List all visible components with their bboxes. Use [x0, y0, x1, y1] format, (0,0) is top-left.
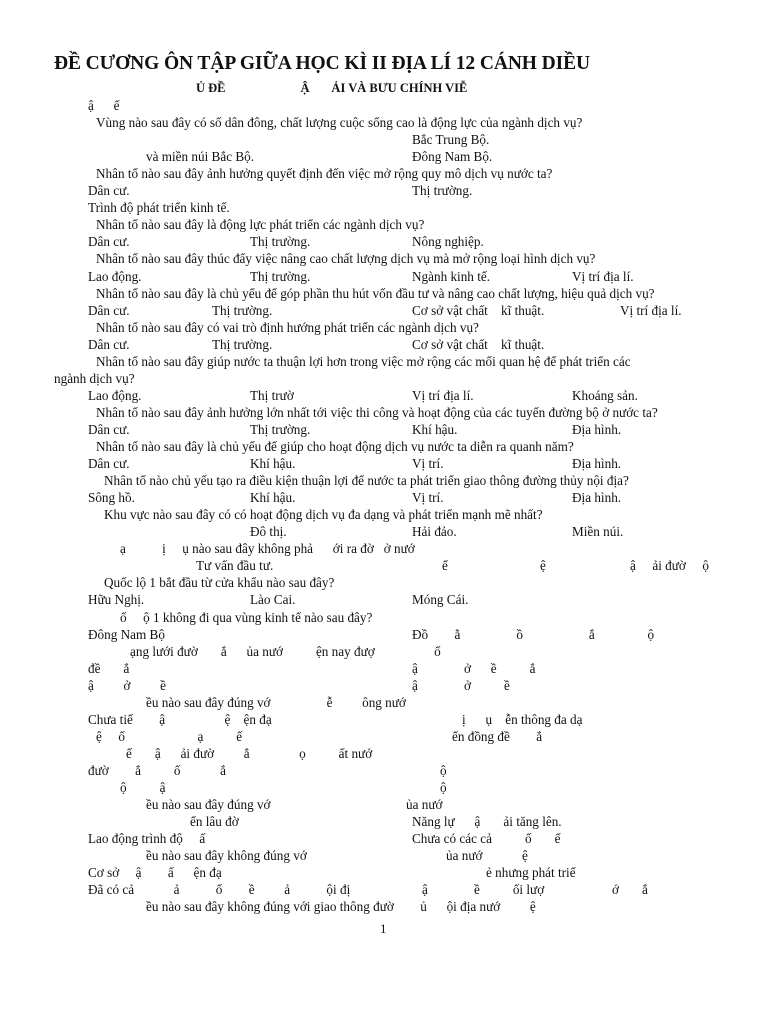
text-line	[0, 319, 768, 336]
text-segment: Dân cư.	[88, 183, 130, 199]
text-segment: ộ	[440, 762, 447, 778]
text-segment: Miền núi.	[572, 524, 624, 540]
text-line	[0, 285, 768, 302]
text-segment: ngành dịch vụ?	[54, 370, 135, 386]
text-segment: Thị trườ	[250, 387, 294, 403]
text-segment: Lao động.	[88, 268, 142, 284]
text-segment: Quốc lộ 1 bắt đầu từ cửa khẩu nào sau đây?	[104, 575, 335, 591]
text-segment: Thị trường.	[250, 421, 311, 437]
text-segment: ậ ế	[88, 98, 120, 113]
text-segment: ậ ề ối lượ	[422, 882, 545, 898]
text-segment: Vị trí địa lí.	[572, 268, 634, 284]
text-line	[0, 472, 768, 489]
text-segment: Lao động.	[88, 387, 142, 403]
text-segment: Nhân tố nào sau đây giúp nước ta thuận lợi hơn trong việc mở rộng các mối quan hệ để phát triển các	[96, 353, 631, 369]
text-line	[0, 711, 768, 728]
text-line	[0, 489, 768, 506]
text-line	[0, 881, 768, 898]
text-segment: ể	[442, 558, 448, 574]
text-segment: Khí hậu.	[412, 421, 458, 437]
text-line	[0, 557, 768, 574]
text-line	[0, 694, 768, 711]
text-segment: ế ậ ải đườ ắ ọ ất nướ	[126, 745, 373, 761]
text-line	[0, 830, 768, 847]
text-line	[0, 233, 768, 250]
text-segment: Tư vấn đầu tư.	[196, 558, 274, 574]
text-segment: ộ ậ	[120, 780, 166, 795]
text-segment: Lao động trình độ ấ	[88, 831, 206, 847]
text-segment: Cơ sở vật chất kĩ thuật.	[412, 336, 545, 352]
text-segment: Khí hậu.	[250, 456, 296, 472]
text-segment: Hữu Nghị.	[88, 592, 145, 608]
text-segment: Vị trí địa lí.	[620, 302, 682, 318]
text-segment: ạ ị ụ nào sau đây không phả ới ra đờ ở nướ	[120, 541, 415, 557]
text-segment: Thị trường.	[250, 234, 311, 250]
text-segment: ều nào sau đây không đúng với giao thông đườ ủ ội địa nướ ệ	[146, 899, 536, 915]
text-segment: ậ ở ề	[88, 677, 167, 693]
text-segment: ậ ở ề	[412, 677, 510, 693]
text-segment: Năng lự ậ ải tăng lên.	[412, 814, 562, 830]
text-segment: ẻ nhưng phát triể	[486, 865, 576, 881]
text-segment: Nhân tố nào sau đây ảnh hưởng lớn nhất tới việc thi công và hoạt động của các tuyến đường bộ ở nước ta?	[96, 404, 658, 420]
text-segment: Đồ ằ ồ ắ ộ	[412, 626, 655, 642]
text-line	[0, 250, 768, 267]
text-segment: Nông nghiệp.	[412, 234, 484, 250]
text-segment: Vị trí.	[412, 490, 444, 506]
text-segment: Địa hình.	[572, 456, 622, 472]
text-segment: Ngành kinh tế.	[412, 268, 491, 284]
text-line	[0, 455, 768, 472]
text-line	[0, 268, 768, 285]
text-segment: và miền núi Bắc Bộ.	[146, 149, 255, 165]
text-line	[0, 148, 768, 165]
text-line	[0, 523, 768, 540]
text-segment: Nhân tố nào chủ yếu tạo ra điều kiện thuận lợi để nước ta phát triển giao thông đường thủy nội địa?	[104, 473, 629, 489]
text-line	[0, 421, 768, 438]
text-segment: Khí hậu.	[250, 490, 296, 506]
text-line	[0, 591, 768, 608]
text-line	[0, 574, 768, 591]
text-line	[0, 677, 768, 694]
text-segment: ị ụ ễn thông đa dạ	[462, 711, 583, 727]
text-segment: Nhân tố nào sau đây có vai trò định hướng phát triển các ngành dịch vụ?	[96, 319, 479, 335]
text-segment: Thị trường.	[212, 302, 273, 318]
text-segment: ớ ắ	[612, 882, 648, 898]
text-segment: Dân cư.	[88, 456, 130, 472]
text-segment: Thị trường.	[212, 336, 273, 352]
text-line	[0, 302, 768, 319]
text-segment: ệ ố ạ ế	[96, 728, 243, 744]
text-line	[0, 216, 768, 233]
text-segment: ều nào sau đây đúng vớ ễ ông nướ	[146, 694, 406, 710]
text-line	[0, 114, 768, 131]
text-segment: ạng lưới đườ ắ ủa nướ ện nay đượ ố	[130, 643, 441, 659]
text-line	[0, 864, 768, 881]
text-segment: Dân cư.	[88, 302, 130, 318]
text-segment: Thị trường.	[250, 268, 311, 284]
text-segment: ủa nướ	[406, 797, 443, 813]
text-segment: Đông Nam Bộ	[88, 626, 165, 642]
text-segment: Khu vực nào sau đây có có hoạt động dịch vụ đa dạng và phát triển mạnh mẽ nhất?	[104, 507, 543, 523]
text-segment: ển lâu đờ	[190, 814, 239, 830]
text-line	[0, 404, 768, 421]
text-segment: Lào Cai.	[250, 592, 296, 608]
text-segment: ệ	[540, 558, 546, 574]
text-line	[0, 370, 768, 387]
text-segment: Nhân tố nào sau đây ảnh hưởng quyết định đến việc mở rộng quy mô dịch vụ nước ta?	[96, 166, 553, 182]
text-segment: Trình độ phát triển kinh tế.	[88, 200, 230, 216]
text-line	[0, 796, 768, 813]
text-segment: Nhân tố nào sau đây là chủ yếu để giúp cho hoạt động dịch vụ nước ta diễn ra quanh năm?	[96, 439, 574, 454]
text-segment: đườ ắ ố ắ	[88, 762, 226, 778]
text-line	[0, 762, 768, 779]
text-segment: ậ ở ề ắ	[412, 660, 536, 676]
page-number: 1	[380, 921, 387, 936]
text-segment: Sông hồ.	[88, 490, 135, 506]
text-line	[0, 779, 768, 796]
document-title: ĐỀ CƯƠNG ÔN TẬP GIỮA HỌC KÌ II ĐỊA LÍ 12 CÁNH DIỀU	[54, 53, 591, 74]
text-segment: Vị trí địa lí.	[412, 387, 474, 403]
text-segment: Địa hình.	[572, 421, 622, 437]
text-segment: ố ộ 1 không đi qua vùng kinh tế nào sau đây?	[120, 609, 373, 625]
text-line	[0, 898, 768, 915]
text-segment: Dân cư.	[88, 336, 130, 352]
text-segment: Đô thị.	[250, 524, 287, 540]
text-line	[0, 540, 768, 557]
text-line	[0, 847, 768, 864]
text-segment: ậ ải đườ ộ	[630, 558, 709, 574]
text-segment: ều nào sau đây không đúng vớ	[146, 848, 307, 864]
text-line	[0, 626, 768, 643]
text-segment: Địa hình.	[572, 490, 622, 506]
text-segment: Thị trường.	[412, 183, 473, 199]
text-segment: Móng Cái.	[412, 592, 469, 608]
text-line	[0, 387, 768, 404]
text-line	[0, 182, 768, 199]
text-line	[0, 728, 768, 745]
text-segment: Đông Nam Bộ.	[412, 149, 493, 165]
topic-heading: Ủ ĐỀ Ậ ẢI VÀ BƯU CHÍNH VIỄ	[196, 81, 468, 95]
text-segment: Đã có cả ả ố ề ả ội đị	[88, 882, 351, 898]
text-segment: Nhân tố nào sau đây là động lực phát triển các ngành dịch vụ?	[96, 217, 425, 233]
text-line	[0, 165, 768, 182]
text-segment: Vùng nào sau đây có số dân đông, chất lượng cuộc sống cao là động lực của ngành dịch vụ?	[96, 115, 583, 131]
text-segment: Chưa tiế ậ ệ ện đạ	[88, 711, 272, 727]
text-line	[0, 745, 768, 762]
text-line	[0, 506, 768, 523]
text-line	[0, 660, 768, 677]
text-segment: Hải đảo.	[412, 524, 457, 540]
text-line	[0, 438, 768, 455]
text-line	[0, 643, 768, 660]
text-line	[0, 609, 768, 626]
text-segment: Chưa có các cả ố ế	[412, 831, 561, 847]
text-segment: Dân cư.	[88, 421, 130, 437]
text-segment: Dân cư.	[88, 234, 130, 250]
text-segment: Bắc Trung Bộ.	[412, 132, 490, 148]
text-segment: Nhân tố nào sau đây là chủ yếu để góp phần thu hút vốn đầu tư và nâng cao chất lượng, hiệu quả dịch vụ?	[96, 285, 655, 301]
text-line	[0, 813, 768, 830]
text-segment: Khoáng sản.	[572, 387, 638, 403]
text-segment: Nhân tố nào sau đây thúc đẩy việc nâng cao chất lượng dịch vụ mà mở rộng loại hình dịch vụ?	[96, 251, 596, 267]
text-segment: Cơ sở ậ ấ ện đạ	[88, 865, 222, 881]
text-line	[0, 199, 768, 216]
text-line	[0, 131, 768, 148]
text-line	[0, 97, 768, 114]
text-segment: đề ắ	[88, 660, 130, 676]
text-segment: ộ	[440, 780, 447, 795]
text-segment: ều nào sau đây đúng vớ	[146, 797, 271, 813]
text-line	[0, 336, 768, 353]
text-segment: ủa nướ ệ	[446, 848, 528, 864]
text-line	[0, 353, 768, 370]
text-segment: ển đồng đề ắ	[452, 728, 543, 744]
text-segment: Cơ sở vật chất kĩ thuật.	[412, 302, 545, 318]
text-segment: Vị trí.	[412, 456, 444, 472]
